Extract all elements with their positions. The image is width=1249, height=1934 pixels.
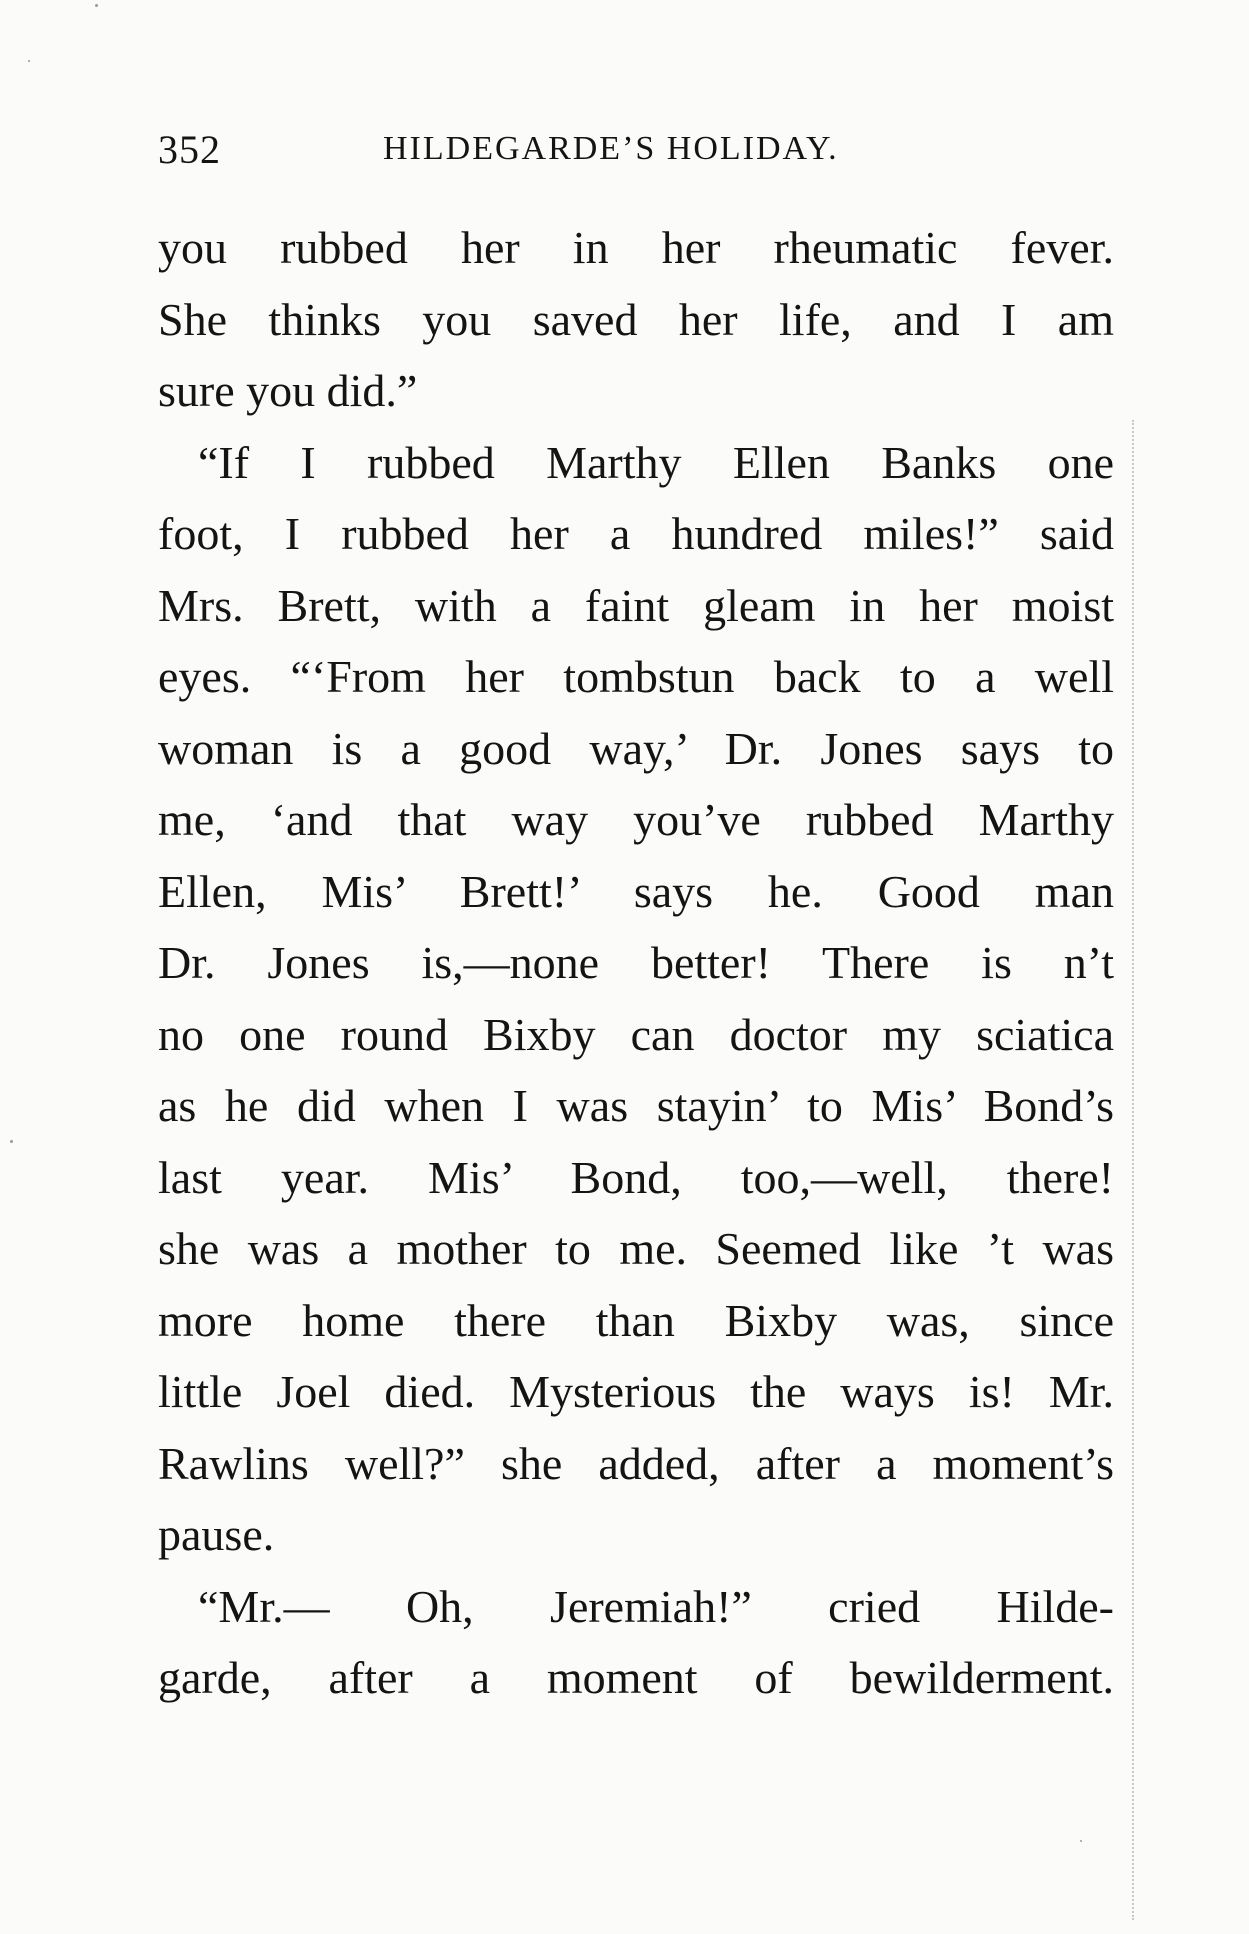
text-line: Mrs. Brett, with a faint gleam in her moist — [158, 579, 1114, 631]
text-line: little Joel died. Mysterious the ways is! Mr. — [158, 1366, 1114, 1417]
text-line: woman is a good way,’ Dr. Jones says to — [158, 722, 1114, 774]
text-line: as he did when I was stayin’ to Mis’ Bond’s — [158, 1080, 1114, 1131]
text-line: Rawlins well?” she added, after a moment’s — [158, 1437, 1114, 1489]
text-line: “Mr.— Oh, Jeremiah!” cried Hilde- — [198, 1580, 1114, 1632]
text-line: Ellen, Mis’ Brett!’ says he. Good man — [158, 865, 1114, 917]
text-line: She thinks you saved her life, and I am — [158, 293, 1114, 345]
text-line: last year. Mis’ Bond, too,—well, there! — [158, 1151, 1114, 1203]
text-line: no one round Bixby can doctor my sciatica — [158, 1008, 1114, 1060]
body-text — [158, 212, 1114, 1714]
text-line: eyes. “‘From her tombstun back to a well — [158, 651, 1114, 702]
page-number: 352 — [158, 127, 221, 172]
text-line: sure you did.” — [158, 365, 418, 416]
scan-speck — [28, 60, 30, 62]
scan-speck — [10, 1140, 13, 1143]
running-head: HILDEGARDE’S HOLIDAY. — [383, 130, 839, 167]
text-line: “If I rubbed Marthy Ellen Banks one — [198, 436, 1114, 488]
text-line: me, ‘and that way you’ve rubbed Marthy — [158, 794, 1114, 845]
text-line: pause. — [158, 1509, 275, 1560]
text-line: you rubbed her in her rheumatic fever. — [158, 222, 1114, 273]
scan-speck — [1080, 1840, 1082, 1842]
text-line: garde, after a moment of bewilderment. — [158, 1652, 1114, 1703]
scan-speck — [95, 4, 98, 7]
scan-edge-dots — [1132, 420, 1138, 1920]
page-header — [158, 126, 1118, 176]
text-line: Dr. Jones is,—none better! There is n’t — [158, 937, 1114, 988]
text-line: she was a mother to me. Seemed like ’t was — [158, 1223, 1114, 1274]
text-line: more home there than Bixby was, since — [158, 1294, 1114, 1346]
text-line: foot, I rubbed her a hundred miles!” said — [158, 508, 1114, 559]
